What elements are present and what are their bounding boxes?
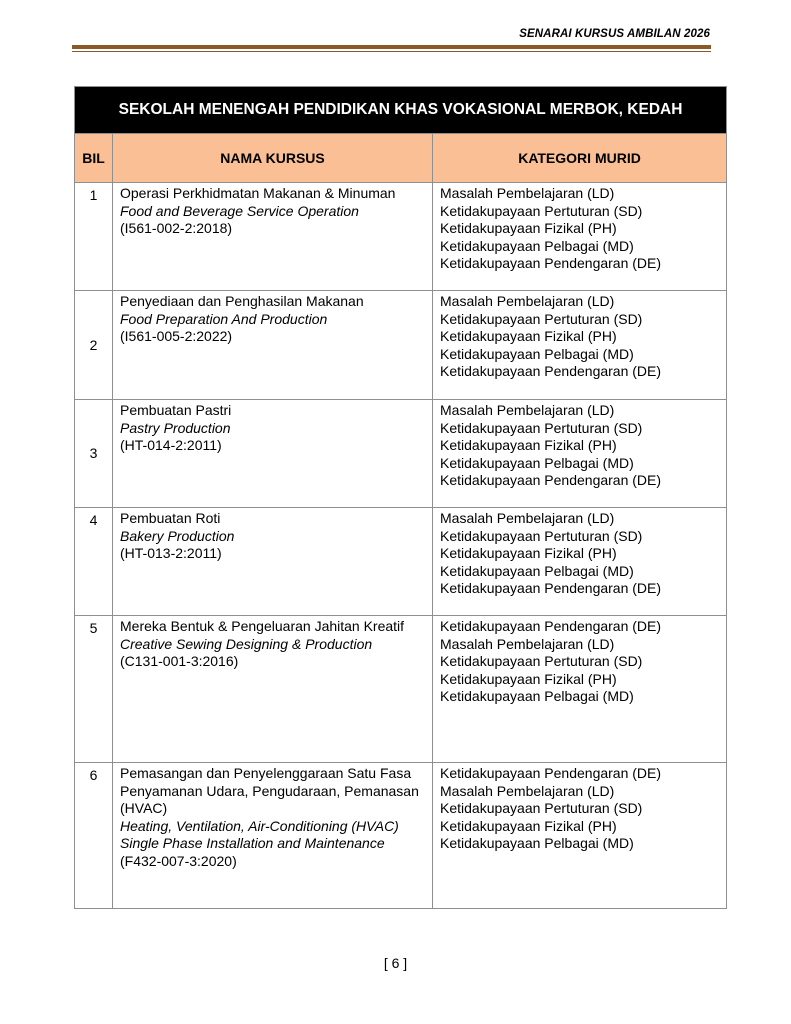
course-table: [74, 86, 727, 909]
row-number: 6: [75, 763, 113, 909]
course-name-malay: Penyediaan dan Penghasilan Makanan: [120, 293, 364, 309]
course-name-cell: [113, 183, 433, 291]
table-row: [75, 400, 727, 508]
table-row: [75, 183, 727, 291]
student-category: Ketidakupayaan Pendengaran (DE): [440, 580, 662, 596]
table-row: [75, 616, 727, 763]
student-category: Ketidakupayaan Pertuturan (SD): [440, 800, 643, 816]
student-category: Ketidakupayaan Pendengaran (DE): [440, 363, 662, 379]
student-category: Masalah Pembelajaran (LD): [440, 293, 615, 309]
student-category: Ketidakupayaan Fizikal (PH): [440, 328, 617, 344]
course-name-cell: [113, 291, 433, 400]
row-number: 1: [75, 183, 113, 291]
course-name-english: Pastry Production: [120, 419, 231, 436]
course-name-english: Heating, Ventilation, Air-Conditioning (HVAC) Single Phase Installation and Maintenance: [120, 817, 399, 851]
student-category: Ketidakupayaan Pendengaran (DE): [440, 472, 662, 488]
column-header-nama-kursus: NAMA KURSUS: [113, 134, 433, 183]
course-code: (I561-002-2:2018): [120, 220, 233, 236]
row-number: 3: [75, 400, 113, 508]
course-code: (HT-013-2:2011): [120, 545, 222, 561]
school-name: SEKOLAH MENENGAH PENDIDIKAN KHAS VOKASIONAL MERBOK, KEDAH: [75, 87, 727, 134]
header-rule-thin: [72, 51, 711, 52]
student-category: Ketidakupayaan Pertuturan (SD): [440, 419, 643, 436]
course-name-malay: Mereka Bentuk & Pengeluaran Jahitan Kreatif: [120, 618, 405, 634]
course-name-cell: [113, 508, 433, 616]
course-code: (I561-005-2:2022): [120, 328, 233, 344]
student-category-cell: [433, 400, 727, 508]
student-category: Ketidakupayaan Pertuturan (SD): [440, 310, 643, 327]
course-code: (HT-014-2:2011): [120, 437, 222, 453]
course-name-cell: [113, 400, 433, 508]
course-name-malay: Pembuatan Roti: [120, 510, 221, 526]
student-category: Ketidakupayaan Fizikal (PH): [440, 670, 617, 687]
row-number: 5: [75, 616, 113, 763]
column-header-bil: BIL: [75, 134, 113, 183]
header-rule-thick: [72, 45, 711, 49]
school-header-row: [75, 87, 727, 134]
page-number: [ 6 ]: [383, 955, 408, 971]
course-name-english: Food and Beverage Service Operation: [120, 202, 359, 219]
student-category-cell: [433, 616, 727, 763]
student-category: Ketidakupayaan Pertuturan (SD): [440, 527, 643, 544]
student-category: Ketidakupayaan Pelbagai (MD): [440, 345, 634, 362]
student-category: Masalah Pembelajaran (LD): [440, 185, 615, 201]
student-category: Ketidakupayaan Fizikal (PH): [440, 545, 617, 561]
course-name-cell: [113, 616, 433, 763]
student-category: Ketidakupayaan Pelbagai (MD): [440, 237, 634, 254]
course-name-malay: Pemasangan dan Penyelenggaraan Satu Fasa Penyamanan Udara, Pengudaraan, Pemanasan (HVAC): [120, 765, 419, 816]
student-category: Ketidakupayaan Fizikal (PH): [440, 437, 617, 453]
student-category: Ketidakupayaan Pelbagai (MD): [440, 688, 634, 704]
student-category: Ketidakupayaan Pelbagai (MD): [440, 835, 634, 851]
course-name-english: Food Preparation And Production: [120, 310, 328, 327]
student-category: Ketidakupayaan Pendengaran (DE): [440, 618, 662, 634]
column-header-kategori-murid: KATEGORI MURID: [433, 134, 727, 183]
course-name-cell: [113, 763, 433, 909]
student-category: Ketidakupayaan Pertuturan (SD): [440, 202, 643, 219]
student-category-cell: [433, 763, 727, 909]
student-category-cell: [433, 183, 727, 291]
student-category: Ketidakupayaan Fizikal (PH): [440, 220, 617, 236]
student-category: Masalah Pembelajaran (LD): [440, 510, 615, 526]
row-number: 2: [75, 291, 113, 400]
student-category: Ketidakupayaan Fizikal (PH): [440, 817, 617, 834]
course-name-english: Bakery Production: [120, 527, 235, 544]
course-name-malay: Pembuatan Pastri: [120, 402, 232, 418]
table-row: [75, 508, 727, 616]
course-code: (F432-007-3:2020): [120, 852, 237, 869]
student-category: Masalah Pembelajaran (LD): [440, 635, 615, 652]
student-category: Ketidakupayaan Pelbagai (MD): [440, 562, 634, 579]
student-category: Ketidakupayaan Pendengaran (DE): [440, 255, 662, 271]
table-row: [75, 291, 727, 400]
course-code: (C131-001-3:2016): [120, 653, 239, 669]
column-header-row: [75, 134, 727, 183]
document-header-title: SENARAI KURSUS AMBILAN 2026: [519, 28, 710, 40]
table-row: [75, 763, 727, 909]
course-name-english: Creative Sewing Designing & Production: [120, 635, 373, 652]
student-category: Masalah Pembelajaran (LD): [440, 402, 615, 418]
student-category: Ketidakupayaan Pendengaran (DE): [440, 765, 662, 781]
student-category: Ketidakupayaan Pelbagai (MD): [440, 454, 634, 471]
student-category: Masalah Pembelajaran (LD): [440, 782, 615, 799]
row-number: 4: [75, 508, 113, 616]
course-name-malay: Operasi Perkhidmatan Makanan & Minuman: [120, 185, 396, 201]
student-category: Ketidakupayaan Pertuturan (SD): [440, 653, 643, 669]
student-category-cell: [433, 291, 727, 400]
student-category-cell: [433, 508, 727, 616]
